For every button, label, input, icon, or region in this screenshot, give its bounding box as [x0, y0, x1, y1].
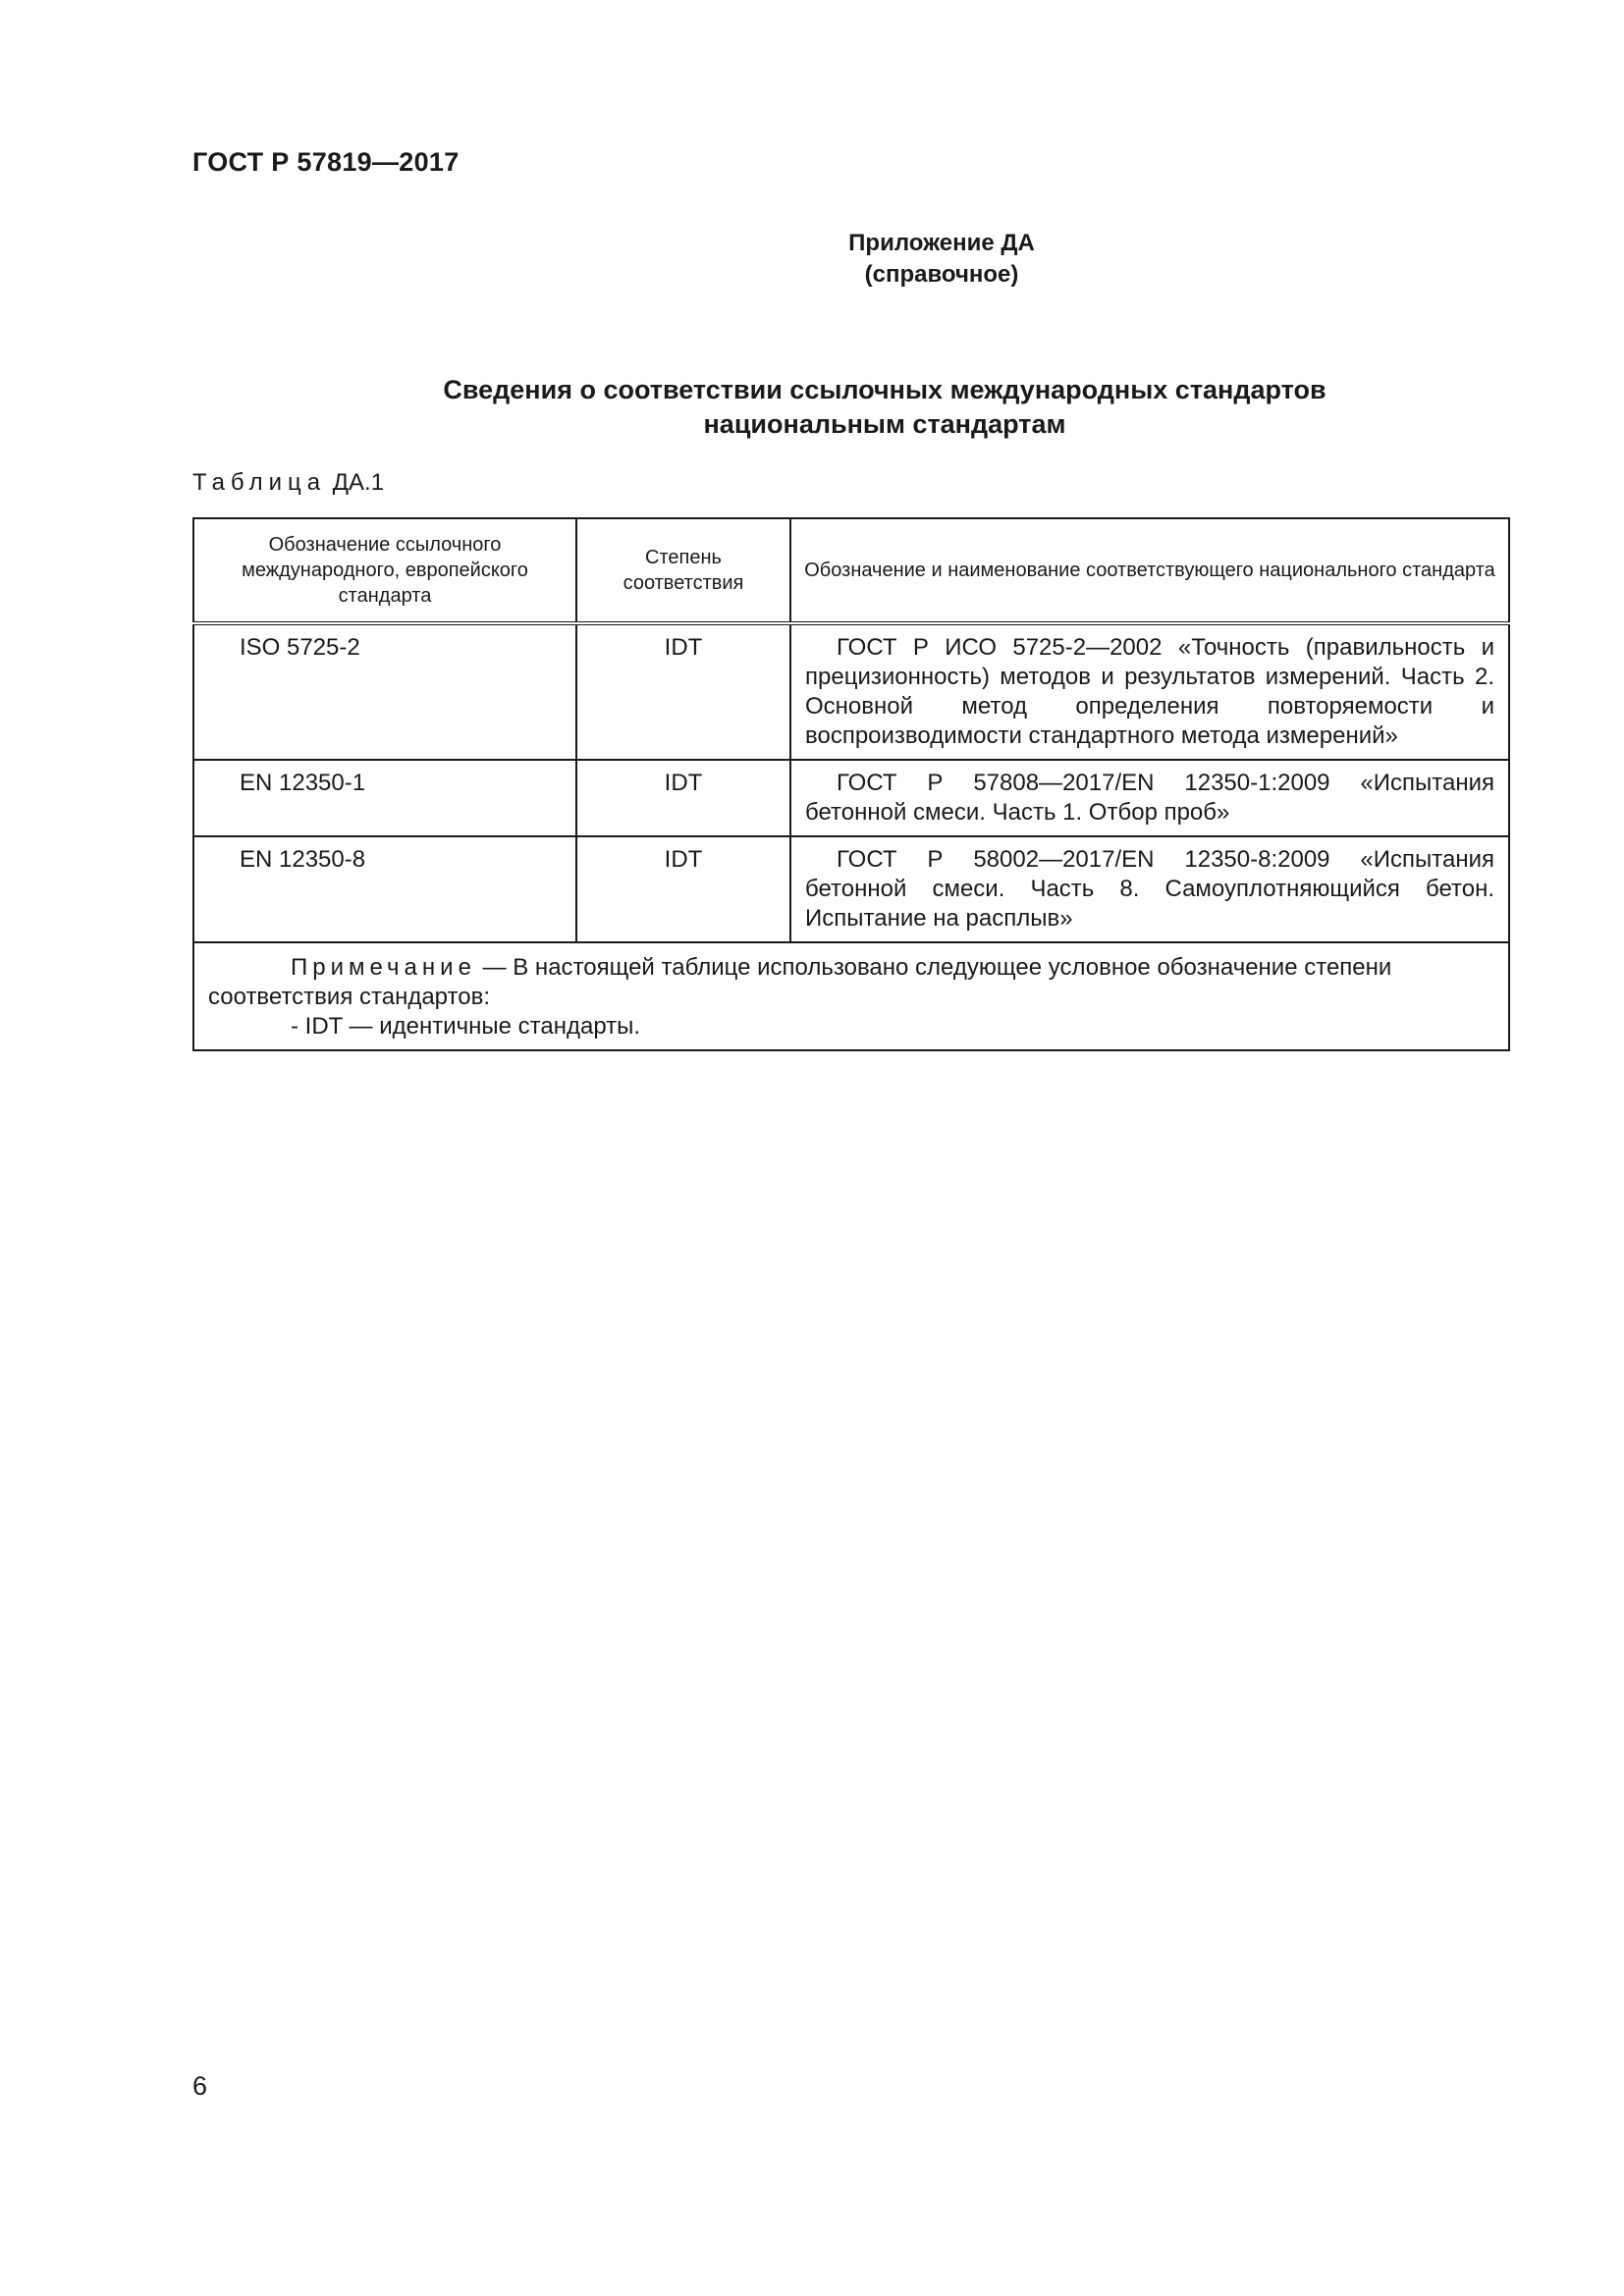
appendix-title: Приложение ДА — [848, 230, 1035, 256]
cell-national: ГОСТ Р 57808—2017/EN 12350-1:2009 «Испытания бетонной смеси. Часть 1. Отбор проб» — [790, 760, 1509, 836]
cell-degree: IDT — [576, 760, 790, 836]
section-title-line2: национальным стандартам — [703, 409, 1066, 439]
table-row — [193, 760, 1509, 836]
page-number: 6 — [192, 2071, 208, 2101]
header-national: Обозначение и наименование соответствующего национального стандарта — [790, 518, 1509, 623]
table-caption-label: Таблица — [192, 469, 327, 496]
note-text — [208, 953, 1494, 1012]
table-note-row — [193, 942, 1509, 1050]
note-body: — В настоящей таблице использовано следующее условное обозначение степени соответствия стандартов: — [208, 954, 1392, 1010]
table-caption-number: ДА.1 — [332, 469, 385, 496]
cell-national: ГОСТ Р ИСО 5725-2—2002 «Точность (правильность и прецизионность) методов и результатов измерений. Часть 2. Основной метод определения повторяемости и воспроизводимости стандартного метода измерений» — [790, 623, 1509, 760]
table-row — [193, 623, 1509, 760]
header-degree: Степень соответствия — [576, 518, 790, 623]
cell-degree: IDT — [576, 836, 790, 942]
table-header-row — [193, 518, 1509, 623]
note-label: Примечание — [291, 954, 476, 981]
header-designation: Обозначение ссылочного международного, европейского стандарта — [193, 518, 576, 623]
correspondence-table — [192, 517, 1510, 1051]
table-note — [193, 942, 1509, 1050]
cell-designation: ISO 5725-2 — [193, 623, 576, 760]
table-caption — [192, 469, 384, 497]
appendix-type: (справочное) — [864, 261, 1019, 288]
cell-designation: EN 12350-1 — [193, 760, 576, 836]
cell-degree: IDT — [576, 623, 790, 760]
cell-national: ГОСТ Р 58002—2017/EN 12350-8:2009 «Испытания бетонной смеси. Часть 8. Самоуплотняющийся бетон. Испытание на расплыв» — [790, 836, 1509, 942]
table-row — [193, 836, 1509, 942]
section-title — [192, 373, 1508, 442]
section-title-line1: Сведения о соответствии ссылочных международных стандартов — [443, 375, 1326, 404]
cell-designation: EN 12350-8 — [193, 836, 576, 942]
note-item: - IDT — идентичные стандарты. — [291, 1013, 641, 1040]
document-code: ГОСТ Р 57819—2017 — [192, 147, 460, 177]
appendix-heading — [0, 228, 1624, 291]
